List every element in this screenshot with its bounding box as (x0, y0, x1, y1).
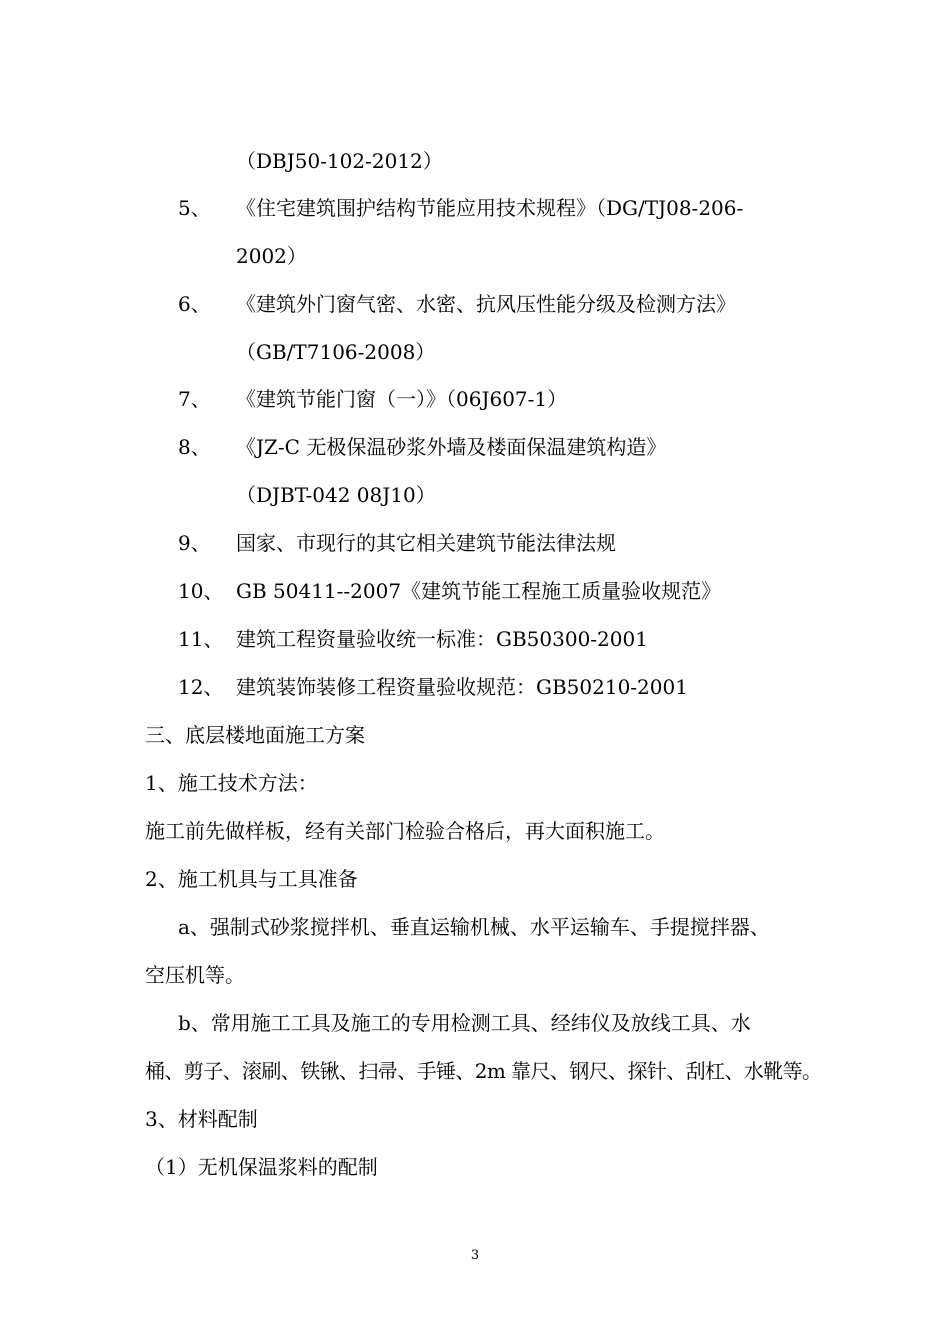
ref-9-number: 9、 (178, 531, 211, 555)
item-b-line2: 桶、剪子、滚刷、铁锹、扫帚、手锤、2m 靠尺、钢尺、探针、刮杠、水靴等。 (145, 1059, 822, 1083)
subsection-1-text: 施工前先做样板，经有关部门检验合格后，再大面积施工。 (145, 819, 665, 843)
ref-12-number: 12、 (178, 675, 224, 699)
section-heading: 三、底层楼地面施工方案 (145, 723, 365, 747)
ref-7-number: 7、 (178, 387, 211, 411)
ref-5-continuation: 2002） (236, 244, 307, 268)
item-a-line2: 空压机等。 (145, 963, 245, 987)
ref-8-title: 《JZ-C 无极保温砂浆外墙及楼面保温建筑构造》 (236, 435, 667, 459)
ref-6-number: 6、 (178, 292, 211, 316)
subsection-3-sub: （1）无机保温浆料的配制 (145, 1155, 378, 1179)
item-b-line1: b、常用施工工具及施工的专用检测工具、经纬仪及放线工具、水 (178, 1011, 751, 1035)
item-a-line1: a、强制式砂浆搅拌机、垂直运输机械、水平运输车、手提搅拌器、 (178, 915, 770, 939)
subsection-3-heading: 3、材料配制 (145, 1107, 258, 1131)
ref-6-title: 《建筑外门窗气密、水密、抗风压性能分级及检测方法》 (236, 292, 736, 316)
ref-5-number: 5、 (178, 196, 211, 220)
ref-11-title: 建筑工程资量验收统一标准：GB50300-2001 (236, 627, 648, 651)
subsection-1-heading: 1、施工技术方法： (145, 771, 318, 795)
ref-6-continuation: （GB/T7106-2008） (236, 340, 436, 364)
ref-8-continuation: （DJBT-042 08J10） (236, 483, 436, 507)
page-number: 3 (470, 1248, 480, 1263)
ref-4-continuation: （DBJ50-102-2012） (236, 149, 443, 173)
ref-9-title: 国家、市现行的其它相关建筑节能法律法规 (236, 531, 616, 555)
ref-7-title: 《建筑节能门窗（一）》（06J607-1） (236, 387, 568, 411)
ref-10-number: 10、 (178, 579, 224, 603)
ref-8-number: 8、 (178, 435, 211, 459)
ref-11-number: 11、 (178, 627, 224, 651)
ref-12-title: 建筑装饰装修工程资量验收规范：GB50210-2001 (236, 675, 688, 699)
ref-10-title: GB 50411--2007《建筑节能工程施工质量验收规范》 (236, 579, 722, 603)
subsection-2-heading: 2、施工机具与工具准备 (145, 867, 358, 891)
ref-5-title: 《住宅建筑围护结构节能应用技术规程》（DG/TJ08-206- (236, 196, 744, 220)
